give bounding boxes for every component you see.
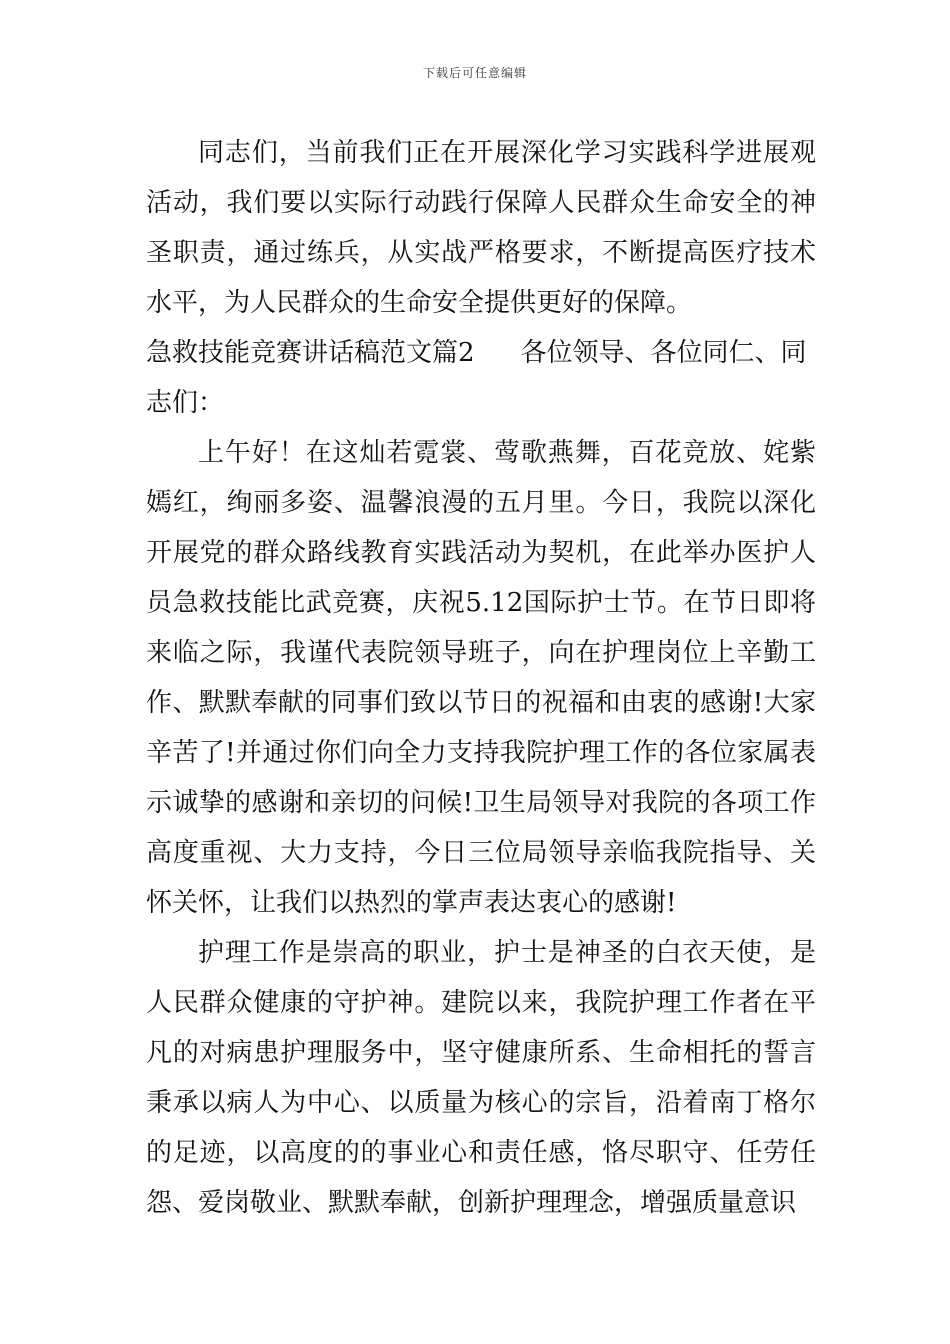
document-body <box>146 128 816 1228</box>
salutation: 各位领导、各位同仁、同志们： <box>146 338 807 418</box>
section-title: 急救技能竞赛讲话稿范文篇2 <box>146 338 475 368</box>
paragraph-3: 护理工作是崇高的职业，护士是神圣的白衣天使，是人民群众健康的守护神。建院以来，我院护理工作者在平凡的对病患护理服务中，坚守健康所系、生命相托的誓言秉承以病人为中心、以质量为核心的宗旨，沿着南丁格尔的足迹，以高度的的事业心和责任感，恪尽职守、任劳任怨、爱岗敬业、默默奉献，创新护理理念，增强质量意识 <box>146 938 816 1218</box>
section-heading-line <box>146 328 816 428</box>
paragraph-2: 上午好！在这灿若霓裳、莺歌燕舞，百花竞放、姹紫嫣红，绚丽多姿、温馨浪漫的五月里。今日，我院以深化开展党的群众路线教育实践活动为契机，在此举办医护人员急救技能比武竞赛，庆祝5.12国际护士节。在节日即将来临之际，我谨代表院领导班子，向在护理岗位上辛勤工作、默默奉献的同事们致以节日的祝福和由衷的感谢!大家辛苦了!并通过你们向全力支持我院护理工作的各位家属表示诚挚的感谢和亲切的问候!卫生局领导对我院的各项工作高度重视、大力支持，今日三位局领导亲临我院指导、关怀关怀，让我们以热烈的掌声表达衷心的感谢! <box>146 438 816 918</box>
paragraph-1: 同志们，当前我们正在开展深化学习实践科学进展观活动，我们要以实际行动践行保障人民群众生命安全的神圣职责，通过练兵，从实战严格要求，不断提高医疗技术水平，为人民群众的生命安全提供更好的保障。 <box>146 138 816 318</box>
header-note: 下载后可任意编辑 <box>422 66 527 80</box>
